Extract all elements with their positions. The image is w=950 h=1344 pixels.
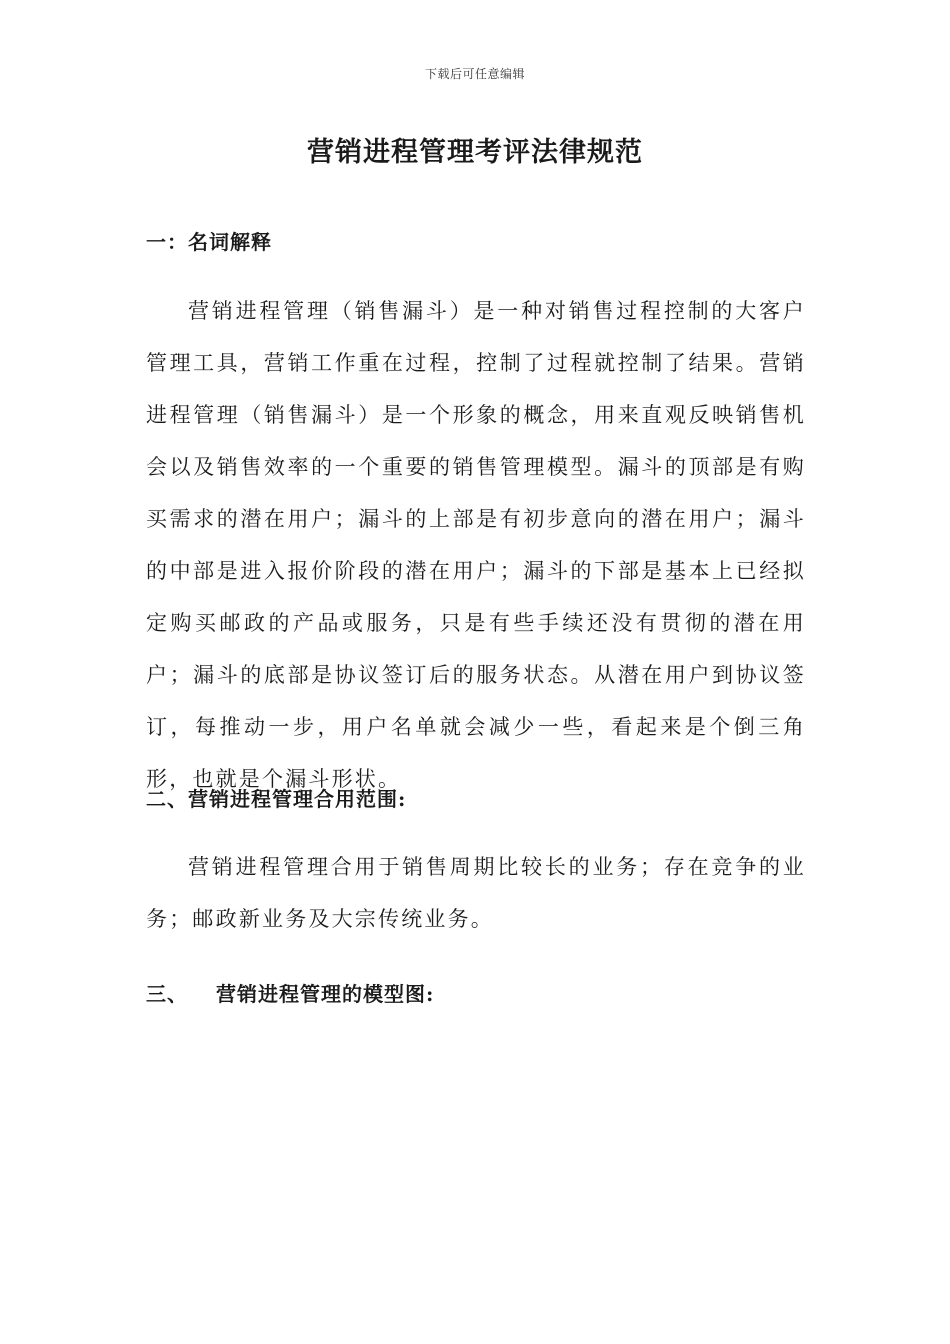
section-number: 三、	[146, 982, 188, 1006]
page-header-note: 下载后可任意编辑	[424, 67, 525, 81]
scope-paragraph: 营销进程管理合用于销售周期比较长的业务；存在竞争的业务；邮政新业务及大宗传统业务。	[146, 855, 806, 931]
document-title: 营销进程管理考评法律规范	[307, 137, 643, 168]
section-heading-model-diagram	[146, 978, 434, 1007]
section-heading-scope: 二、营销进程管理合用范围:	[146, 787, 407, 811]
section-heading-text: 营销进程管理的模型图:	[216, 982, 435, 1006]
definitions-paragraph: 营销进程管理（销售漏斗）是一种对销售过程控制的大客户管理工具，营销工作重在过程，控制了过程就控制了结果。营销进程管理（销售漏斗）是一个形象的概念，用来直观反映销售机会以及销售效率的一个重要的销售管理模型。漏斗的顶部是有购买需求的潜在用户；漏斗的上部是有初步意向的潜在用户；漏斗的中部是进入报价阶段的潜在用户；漏斗的下部是基本上已经拟定购买邮政的产品或服务，只是有些手续还没有贯彻的潜在用户；漏斗的底部是协议签订后的服务状态。从潜在用户到协议签订，每推动一步，用户名单就会减少一些，看起来是个倒三角形，也就是个漏斗形状。	[146, 299, 806, 791]
section-heading-definitions: 一：名词解释	[146, 230, 272, 254]
